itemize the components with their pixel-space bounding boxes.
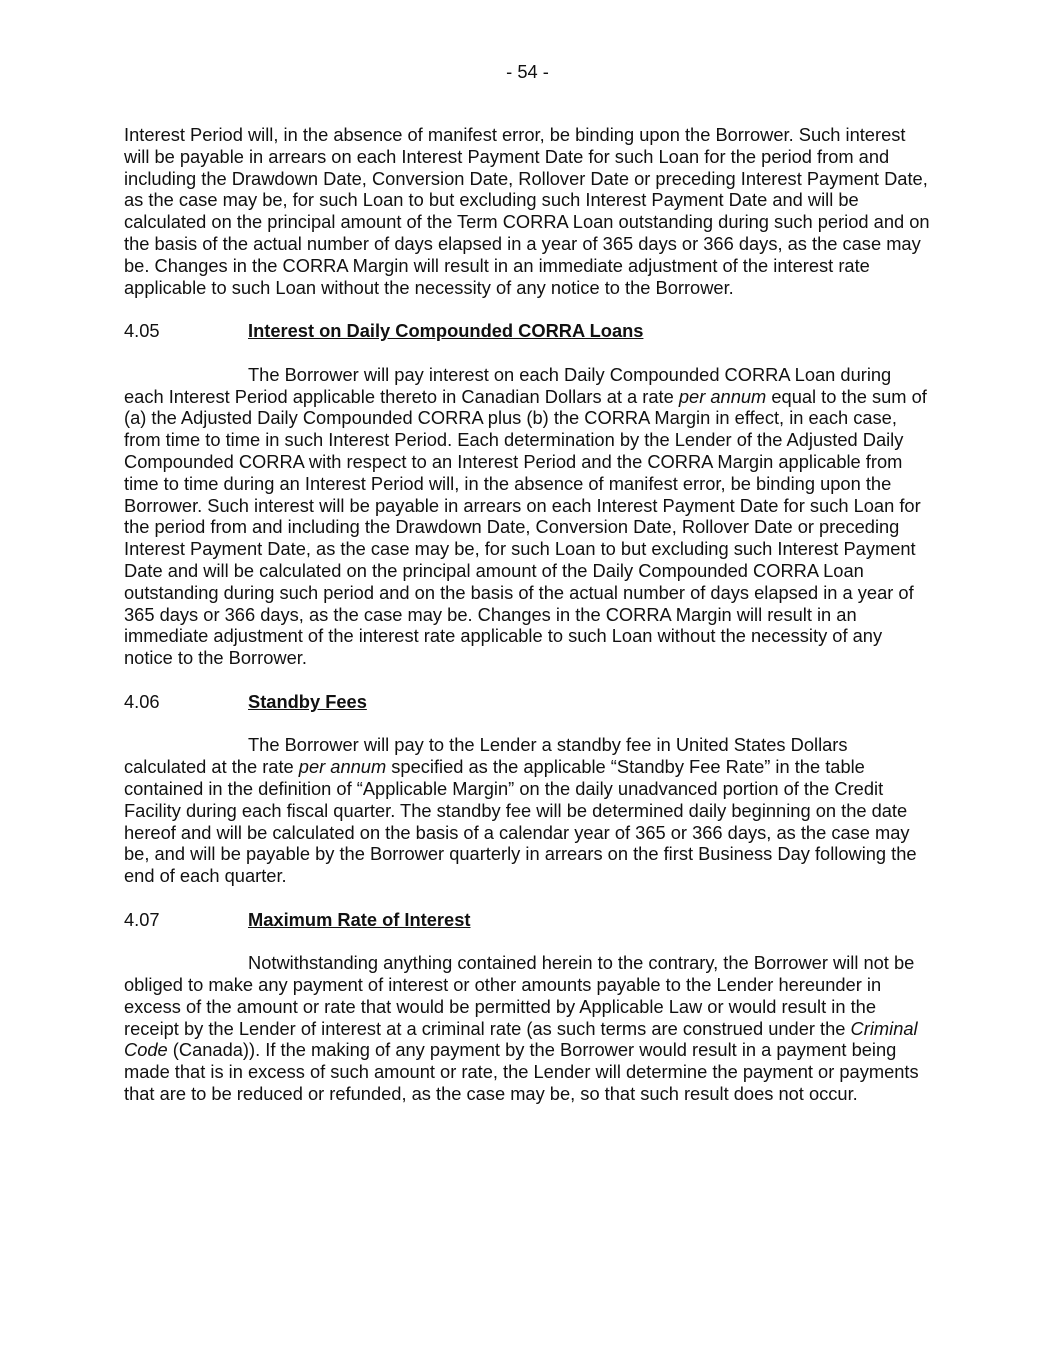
section-title: Standby Fees	[248, 690, 367, 712]
section-paragraph	[124, 364, 930, 669]
section-number: 4.06	[124, 690, 160, 712]
italic-term: Criminal Code	[124, 1017, 918, 1061]
document-body	[124, 124, 930, 1105]
italic-term: per annum	[678, 385, 767, 407]
section-number: 4.05	[124, 320, 160, 342]
section-4-06	[124, 691, 930, 887]
paragraph-text: The Borrower will pay to the Lender a standby fee in United States Dollars calculated at the rate	[124, 734, 848, 778]
section-heading	[124, 691, 930, 713]
section-heading	[124, 320, 930, 342]
paragraph-text: (Canada)). If the making of any payment by the Borrower would result in a payment being made that is in excess of such amount or rate, the Lender will determine the payment or payments that are to be reduced or refunded, as the case may be, so that such result does not occur.	[124, 1039, 919, 1105]
paragraph-text: The Borrower will pay interest on each Daily Compounded CORRA Loan during each Interest Period applicable thereto in Canadian Dollars at a rate	[124, 363, 892, 407]
section-title: Interest on Daily Compounded CORRA Loans	[248, 320, 644, 342]
italic-term: per annum	[298, 756, 387, 778]
page-number: - 54 -	[506, 61, 549, 82]
continuation-paragraph: Interest Period will, in the absence of manifest error, be binding upon the Borrower. Such interest will be payable in arrears on each Interest Payment Date for such Loan for the period from and including the Drawdown Date, Conversion Date, Rollover Date or preceding Interest Payment Date, as the case may be, for such Loan to but excluding such Interest Payment Date and will be calculated on the principal amount of the Term CORRA Loan outstanding during such period and on the basis of the actual number of days elapsed in a year of 365 days or 366 days, as the case may be. Changes in the CORRA Margin will result in an immediate adjustment of the interest rate applicable to such Loan without the necessity of any notice to the Borrower.	[124, 124, 930, 298]
section-paragraph	[124, 734, 930, 887]
paragraph-text: Notwithstanding anything contained herein to the contrary, the Borrower will not be obliged to make any payment of interest or other amounts payable to the Lender hereunder in excess of the amount or rate that would be permitted by Applicable Law or would result in the receipt by the Lender of interest at a criminal rate (as such terms are construed under the	[124, 952, 915, 1039]
section-title: Maximum Rate of Interest	[248, 908, 471, 930]
section-4-05	[124, 320, 930, 669]
section-heading	[124, 909, 930, 931]
section-paragraph	[124, 952, 930, 1105]
paragraph-text: specified as the applicable “Standby Fee Rate” in the table contained in the definition of “Applicable Margin” on the daily unadvanced portion of the Credit Facility during each fiscal quarter. The standby fee will be determined daily beginning on the date hereof and will be calculated on the basis of a calendar year of 365 or 366 days, as the case may be, and will be payable by the Borrower quarterly in arrears on the first Business Day following the end of each quarter.	[124, 756, 917, 887]
paragraph-text: equal to the sum of (a) the Adjusted Daily Compounded CORRA plus (b) the CORRA Margin in effect, in each case, from time to time in such Interest Period. Each determination by the Lender of the Adjusted Daily Compounded CORRA with respect to an Interest Period and the CORRA Margin applicable from time to time during an Interest Period will, in the absence of manifest error, be binding upon the Borrower. Such interest will be payable in arrears on each Interest Payment Date for such Loan for the period from and including the Drawdown Date, Conversion Date, Rollover Date or preceding Interest Payment Date, as the case may be, for such Loan to but excluding such Interest Payment Date and will be calculated on the principal amount of the Daily Compounded CORRA Loan outstanding during such period and on the basis of the actual number of days elapsed in a year of 365 days or 366 days, as the case may be. Changes in the CORRA Margin will result in an immediate adjustment of the interest rate applicable to such Loan without the necessity of any notice to the Borrower.	[124, 385, 927, 669]
section-number: 4.07	[124, 908, 160, 930]
section-4-07	[124, 909, 930, 1105]
